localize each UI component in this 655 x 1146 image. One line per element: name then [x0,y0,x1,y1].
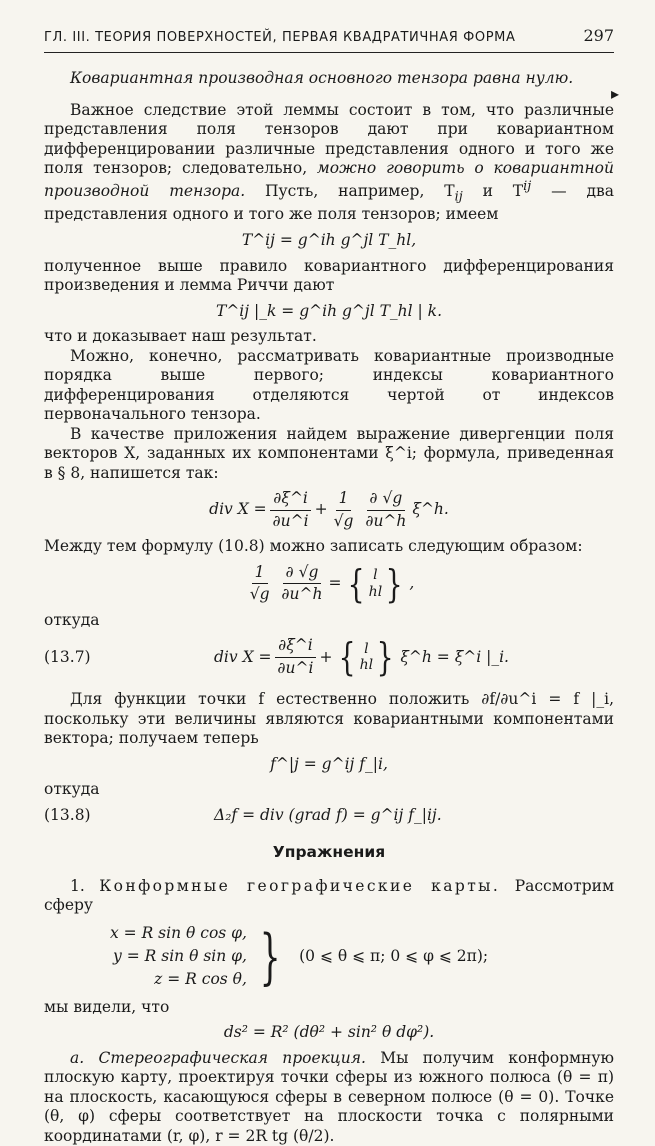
paragraph-higher-order: Можно, конечно, рассматривать ковариантные производные порядка выше первого; индексы ковариантного дифференцирования отделяются чертой от индексов первоначального тензора. [44,346,614,424]
equation-13-7: (13.7) div X = $\frac{\partial\xi\^{}i}{\partial u\^{}i}$ + { l hl } ξ^h = ξ^i |_i. [44,635,509,680]
margin-mark: ▸ [610,84,619,103]
paragraph-ricci: полученное выше правило ковариантного дифференцирования произведения и лемма Риччи дают [44,256,614,295]
word-otkuda-2: откуда [44,780,100,799]
equation-raised-index: f^|j = g^ij f_|i, [270,754,388,773]
running-header [44,26,614,53]
lemma-statement: Ковариантная производная основного тензора равна нулю. [70,69,574,88]
chapter-title: ГЛ. III. ТЕОРИЯ ПОВЕРХНОСТЕЙ, ПЕРВАЯ КВАДРАТИЧНАЯ ФОРМА [44,30,516,45]
word-otkuda-1: откуда [44,610,100,629]
equation-divergence: div X = $\frac{\partial\xi\^{}i}{\partial u\^{}i}$ + $\frac{1}{√g}$ $\frac{\partial √g}{\partial u\^{}h}$ ξ^h. [209,489,449,530]
paragraph-formula-rewrite: Между тем формулу (10.8) можно записать следующим образом: [44,537,583,556]
equation-covariant-derivative: T^ij |_k = g^ih g^jl T_hl | k. [215,301,443,320]
exercise-1-intro: 1. Конформные географические карты. Рассмотрим сферу [44,876,615,915]
paragraph-divergence: В качестве приложения найдем выражение дивергенции поля векторов X, заданных их компонентами ξ^i; формула, приведенная в § 8, напишется так: [44,424,614,482]
paragraph-point-function: Для функции точки f естественно положить ∂f/∂u^i = f |_i, поскольку эти величины являются ковариантными компонентами вектора; получаем теперь [44,690,614,748]
paragraph-result: что и доказывает наш результат. [44,327,317,346]
section-heading-exercises: Упражнения [272,843,386,862]
paragraph-stereographic: а. Стереографическая проекция. Мы получим конформную плоскую карту, проектируя точки сферы из южного полюса (θ = π) на плоскость, касающуюся сферы в северном полюсе (θ = 0). Точке (θ, φ) сферы соответствует на плоскости точка с полярными координатами (r, φ), r = 2R tg (θ/2). [44,1048,614,1145]
equation-13-8: (13.8) Δ₂f = div (grad f) = g^ij f_|ij. [44,805,442,824]
equation-tensor-representation: T^ij = g^ih g^jl T_hl, [241,231,417,249]
equation-line-element: ds² = R² (dθ² + sin² θ dφ²). [223,1023,435,1042]
paragraph-we-saw: мы видели, что [44,997,170,1016]
equation-sphere-system: x = R sin θ cos φ, y = R sin θ sin φ, z = R cos θ, } (0 ⩽ θ ⩽ π; 0 ⩽ φ ⩽ 2π); [110,921,489,992]
page-number: 297 [583,26,614,45]
page [44,26,614,1146]
paragraph-consequence: Важное следствие этой леммы состоит в том, что различные представления поля тензоров дают при ковариантном дифференцировании различные представления одного и того же поля тензоров; следовательно, можно говорить о ковариантной производной тензора. Пусть, например, $T_{ij}$ и $T^{ij}$ — два представления одного и того же поля тензоров; имеем [44,100,614,224]
equation-christoffel: $\frac{1}{√g}$ $\frac{\partial √g}{\partial u\^{}h}$ = { l hl } , [249,561,415,606]
